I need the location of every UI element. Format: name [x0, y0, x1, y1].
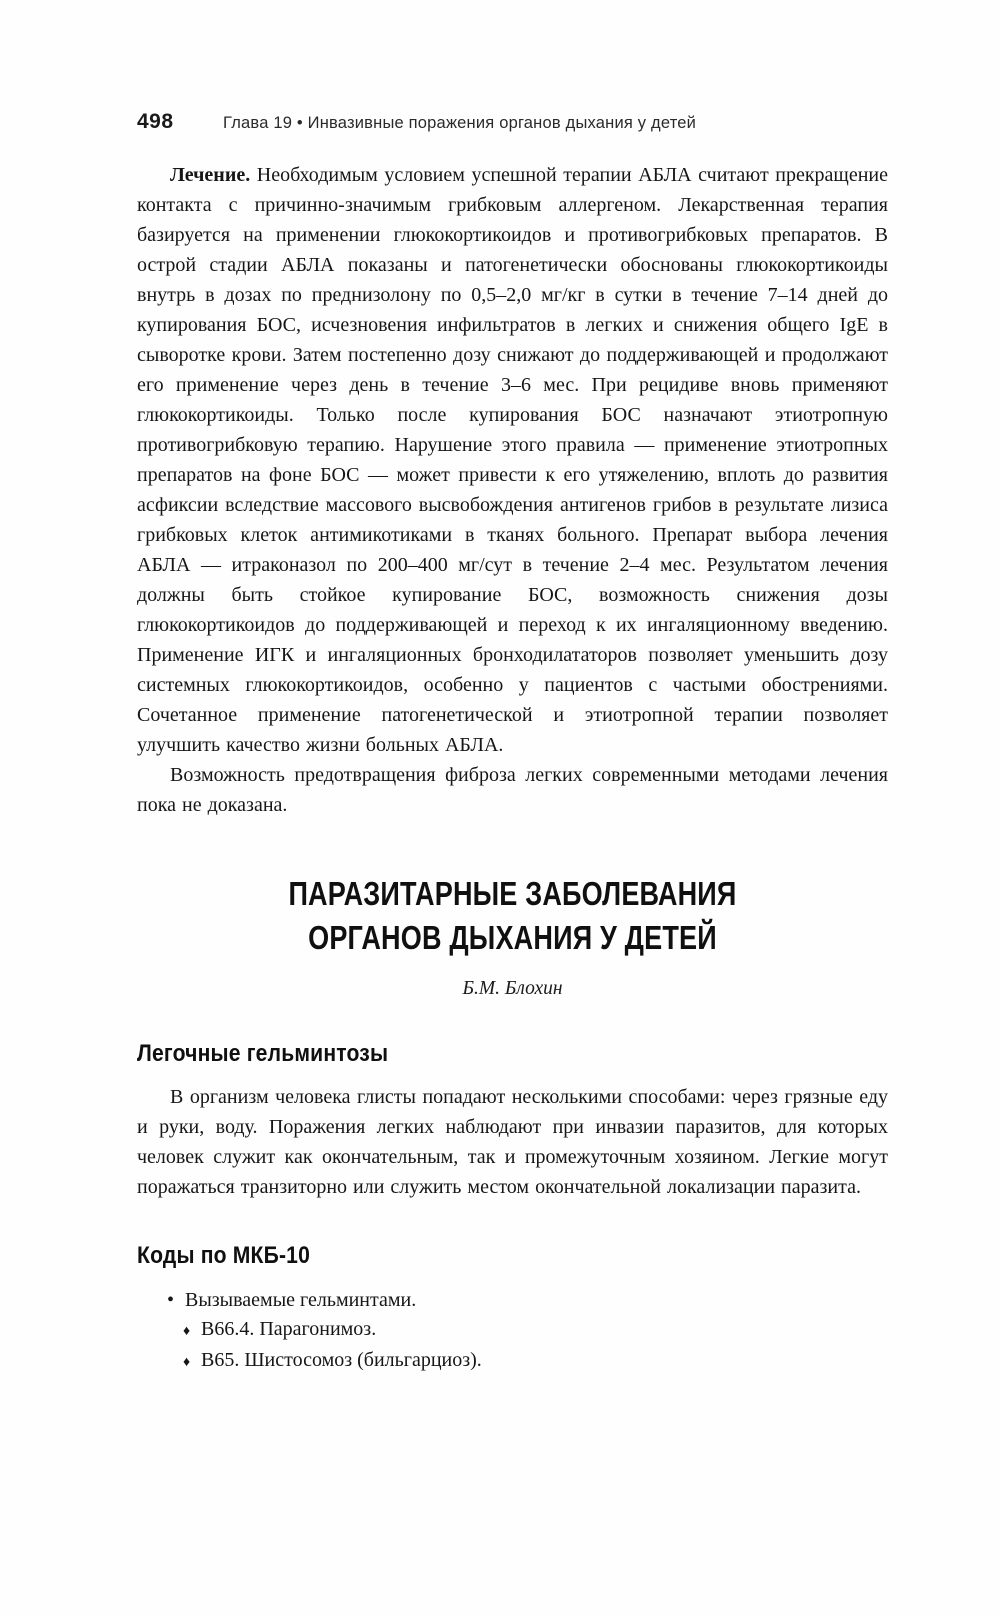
section-title-line1: ПАРАЗИТАРНЫЕ ЗАБОЛЕВАНИЯ	[288, 875, 737, 912]
diamond-marker: ♦	[183, 1355, 191, 1370]
chapter-title: Глава 19 • Инвазивные поражения органов дыхания у детей	[223, 114, 697, 132]
list-item-text: В65. Шистосомоз (бильгарциоз).	[201, 1349, 482, 1371]
list-item-text: Вызываемые гельминтами.	[185, 1289, 417, 1311]
list-item	[137, 1286, 888, 1315]
paragraph-fibrosis: Возможность предотвращения фиброза легких современными методами лечения пока не доказана.	[137, 764, 888, 816]
paragraph-helminthoses: В организм человека глисты попадают несколькими способами: через грязные еду и руки, воду. Поражения легких наблюдают при инвазии паразитов, для которых человек служит как окончательным, так и промежуточным хозяином. Легкие могут поражаться транзиторно или служить местом окончательной локализации паразита.	[137, 1086, 888, 1198]
treatment-text: Необходимым условием успешной терапии АБЛА считают прекращение контакта с причинно-значимым грибковым аллергеном. Лекарственная терапия базируется на применении глюкокортикоидов и противогрибковых препаратов. В острой стадии АБЛА показаны и патогенетически обоснованы глюкокортикоиды внутрь в дозах по преднизолону по 0,5–2,0 мг/кг в сутки в течение 7–14 дней до купирования БОС, исчезновения инфильтратов в легких и снижения общего IgE в сыворотке крови. Затем постепенно дозу снижают до поддерживающей и продолжают его применение через день в течение 3–6 мес. При рецидиве вновь применяют глюкокортикоиды. Только после купирования БОС назначают этиотропную противогрибковую терапию. Нарушение этого правила — применение этиотропных препаратов на фоне БОС — может привести к его утяжелению, вплоть до развития асфиксии вследствие массового высвобождения антигенов грибов в результате лизиса грибковых клеток антимикотиками в тканях больного. Препарат выбора лечения АБЛА — итраконазол по 200–400 мг/сут в течение 2–4 мес. Результатом лечения должны быть стойкое купирование БОС, возможность снижения дозы глюкокортикоидов до поддерживающей и переход к их ингаляционному введению. Применение ИГК и ингаляционных бронходилататоров позволяет уменьшить дозу системных глюкокортикоидов, особенно у пациентов с частыми обострениями. Сочетанное применение патогенетической и этиотропной терапии позволяет улучшить качество жизни больных АБЛА.	[137, 164, 888, 756]
list-item	[137, 1315, 888, 1346]
section-title	[205, 872, 821, 960]
subheading-icd: Коды по МКБ-10	[137, 1242, 311, 1269]
section-title-line2: ОРГАНОВ ДЫХАНИЯ У ДЕТЕЙ	[308, 919, 717, 956]
list-item-text: В66.4. Парагонимоз.	[201, 1318, 377, 1340]
running-head	[137, 110, 888, 134]
paragraph-treatment	[137, 160, 888, 760]
list-item	[137, 1346, 888, 1377]
diamond-marker: ♦	[183, 1324, 191, 1339]
page-number: 498	[137, 110, 174, 133]
bullet-marker: •	[167, 1289, 175, 1311]
subheading-helminthoses: Легочные гельминтозы	[137, 1040, 389, 1067]
treatment-lead: Лечение.	[170, 164, 251, 186]
icd-list	[137, 1286, 888, 1377]
author-line: Б.М. Блохин	[462, 978, 563, 999]
